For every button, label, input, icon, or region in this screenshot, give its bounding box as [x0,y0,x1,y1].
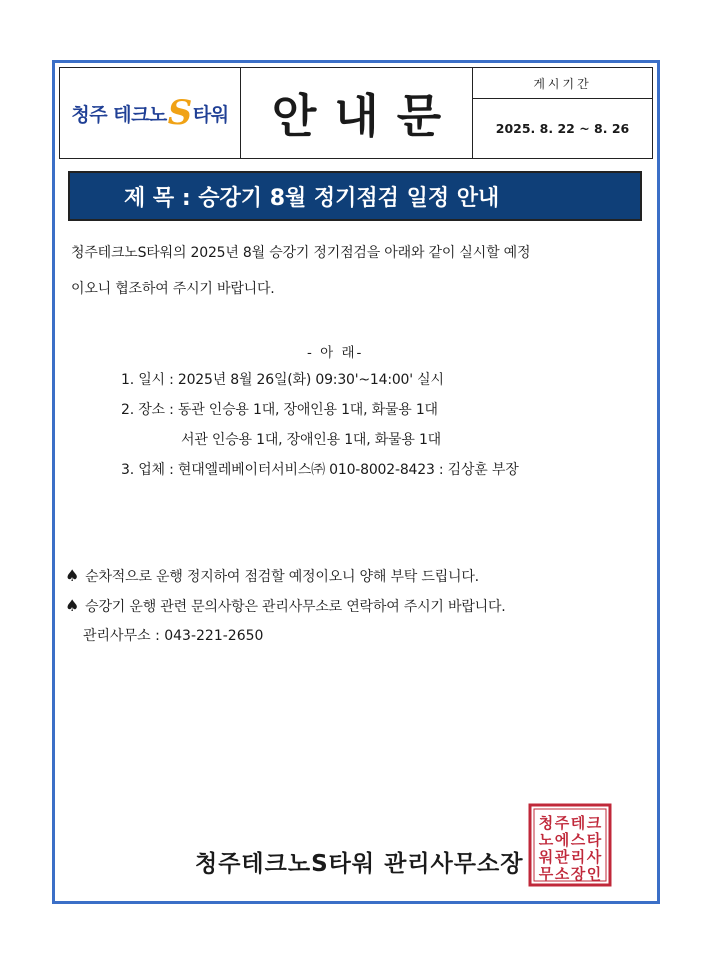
intro-paragraph [71,235,631,307]
svg-text:스: 스 [570,831,586,849]
svg-text:크: 크 [586,814,602,832]
item-schedule: 1. 일시 : 2025년 8월 26일(화) 09:30'~14:00' 실시 [121,372,444,388]
item-location: 2. 장소 : 동관 인승용 1대, 장애인용 1대, 화물용 1대 [121,402,438,418]
svg-text:관: 관 [554,848,570,866]
logo-suffix: 타워 [192,103,229,126]
posting-period-value: 2025. 8. 22 ~ 8. 26 [495,121,630,136]
logo-s-mark: S [167,93,192,133]
spade-icon: ♠ [65,596,80,615]
item-location-west: 서관 인승용 1대, 장애인용 1대, 화물용 1대 [181,432,441,448]
svg-text:워: 워 [538,848,554,866]
note-1 [65,566,479,586]
svg-text:타: 타 [586,831,602,849]
intro-line-1: 청주테크노S타워의 2025년 8월 승강기 정기점검을 아래와 같이 실시할 예정 [71,245,531,261]
svg-text:노: 노 [538,831,554,849]
office-contact: 관리사무소 : 043-221-2650 [83,628,264,644]
svg-text:소: 소 [554,865,570,883]
spade-icon: ♠ [65,566,80,585]
svg-text:무: 무 [538,865,554,883]
svg-text:에: 에 [554,831,570,849]
company-logo [60,68,241,158]
svg-text:주: 주 [554,814,570,832]
official-seal [528,803,612,887]
posting-period [473,68,652,158]
item-contractor: 3. 업체 : 현대엘레베이터서비스㈜ 010-8002-8423 : 김상훈 부장 [121,462,519,478]
svg-text:테: 테 [570,814,586,832]
note-2-text: 승강기 운행 관련 문의사항은 관리사무소로 연락하여 주시기 바랍니다. [85,599,506,615]
svg-text:사: 사 [586,848,602,866]
signature: 청주테크노S타워 관리사무소장 [195,851,524,877]
subject-bar: 제 목 : 승강기 8월 정기점검 일정 안내 [68,171,642,221]
document-title: 안내문 [241,68,473,158]
svg-text:리: 리 [570,848,586,866]
svg-text:인: 인 [586,865,602,883]
svg-text:장: 장 [570,865,586,883]
svg-text:청: 청 [538,814,554,832]
logo-prefix: 청주 테크노 [71,103,167,126]
intro-line-2: 이오니 협조하여 주시기 바랍니다. [71,281,275,297]
document-frame [52,60,660,904]
note-1-text: 순차적으로 운행 정지하여 점검할 예정이오니 양해 부탁 드립니다. [85,569,479,585]
document-header [59,67,653,159]
note-2 [65,596,506,616]
details-heading: - 아 래- [307,345,364,361]
posting-period-label: 게시기간 [473,68,652,99]
